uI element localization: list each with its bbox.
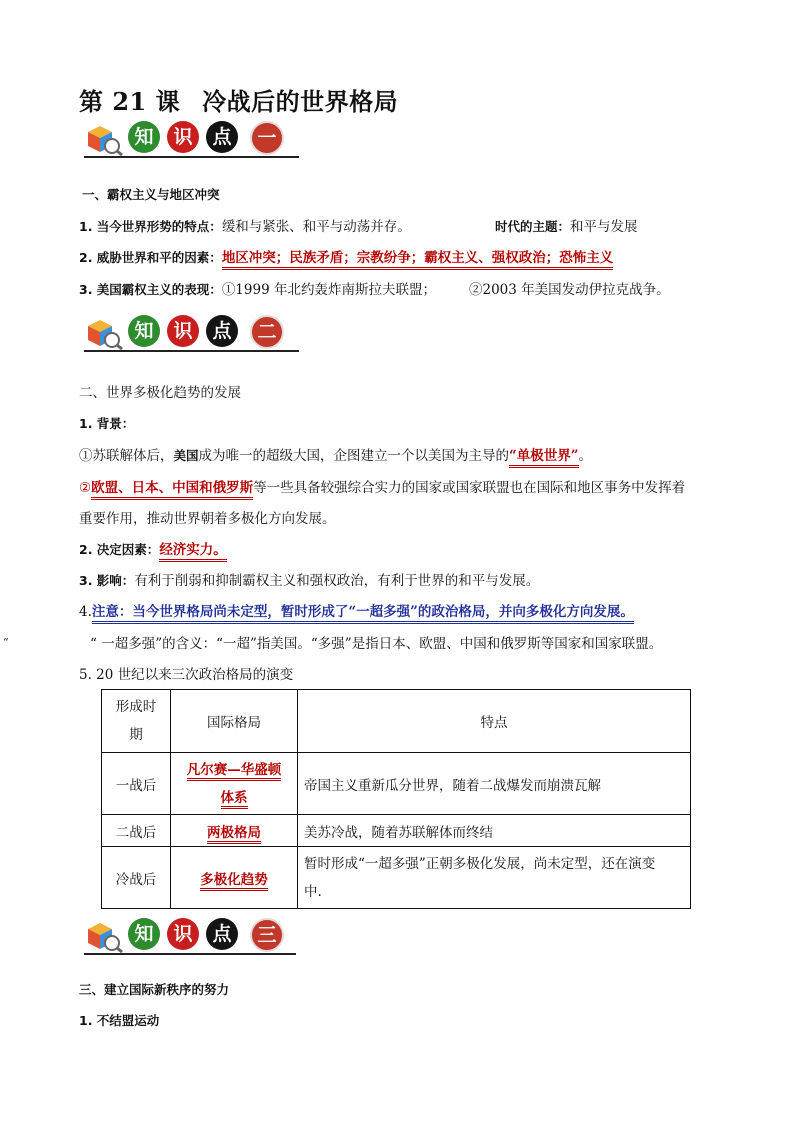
cube-magnifier-icon	[84, 316, 124, 350]
s2-bg1-mid: 成为唯一的超级大国，企图建立一个以美国为主导的	[198, 448, 510, 464]
s2-bg-1	[79, 447, 592, 465]
row-period: 冷战后	[102, 847, 171, 909]
s1-l3-label: 3. 美国霸权主义的表现：	[79, 282, 222, 297]
dian-badge: 点	[206, 918, 238, 950]
lesson-topic: 冷战后的世界格局	[202, 87, 399, 116]
cube-magnifier-icon	[84, 122, 124, 156]
header-period	[102, 690, 171, 753]
s1-l3-text: ①1999 年北约轰炸南斯拉夫联盟；	[221, 282, 436, 298]
row-feature: 帝国主义重新瓜分世界，随着二战爆发而崩溃瓦解	[298, 753, 691, 815]
zhi-badge: 知	[128, 315, 160, 347]
shi-badge: 识	[167, 121, 199, 153]
row-feature	[298, 847, 691, 909]
section-1-heading: 一、霸权主义与地区冲突	[82, 187, 220, 202]
s1-l2-label: 2. 威胁世界和平的因素：	[79, 250, 222, 265]
shi-badge: 识	[167, 315, 199, 347]
political-pattern-table	[101, 689, 691, 909]
s1-line-3b: ②2003 年美国发动伊拉克战争。	[469, 282, 670, 298]
s2-bg-2-cont: 重要作用，推动世界朝着多极化方向发展。	[79, 511, 336, 527]
number-badge: 一	[250, 121, 284, 155]
row-pattern-l2: 体系	[221, 790, 248, 809]
header-period-l1: 形成时	[115, 699, 157, 715]
s2-point-5: 5. 20 世纪以来三次政治格局的演变	[79, 667, 294, 683]
s2-f2-answer: 经济实力。	[159, 542, 227, 562]
s2-note: “ 一超多强”的含义：“一超”指美国。“多强”是指日本、欧盟、中国和俄罗斯等国家和国家联盟。	[90, 636, 663, 652]
s2-f3-text: 有利于削弱和抑制霸权主义和强权政治，有利于世界的和平与发展。	[134, 573, 540, 589]
row-pattern	[171, 753, 298, 815]
s2-note-4	[79, 603, 634, 621]
margin-mark: “	[3, 636, 9, 649]
s1-l1-text: 缓和与紧张、和平与动荡并存。	[221, 219, 411, 235]
row-pattern	[171, 847, 298, 909]
dian-badge: 点	[206, 121, 238, 153]
cube-magnifier-icon	[84, 919, 124, 953]
s2-factor	[79, 541, 227, 559]
row-pattern-l1: 凡尔赛—华盛顿	[187, 762, 282, 781]
row-pattern	[171, 815, 298, 847]
s2-bg1-us: 美国	[173, 448, 199, 463]
knowledge-point-banner-2	[84, 314, 299, 352]
zhi-badge: 知	[128, 918, 160, 950]
row-feature: 美苏冷战，随着苏联解体而终结	[298, 815, 691, 847]
s1-l2-answer: 地区冲突；民族矛盾；宗教纷争；霸权主义、强权政治；恐怖主义	[222, 250, 614, 270]
section-2-heading: 二、世界多极化趋势的发展	[79, 385, 241, 401]
knowledge-point-banner-3	[84, 917, 296, 955]
s1-line-2	[79, 249, 613, 267]
row-feature-l1: 暂时形成“一超多强”正朝多极化发展，尚未定型，还在演变	[304, 855, 656, 872]
header-pattern: 国际格局	[171, 690, 298, 753]
s1-line-1	[79, 218, 411, 236]
s2-bg1-answer: “单极世界”	[509, 448, 579, 468]
table-row	[102, 847, 691, 909]
section-3-heading: 三、建立国际新秩序的努力	[79, 982, 230, 997]
header-feature: 特点	[298, 690, 691, 753]
s2-bg2-num: ②	[79, 480, 92, 496]
number-badge: 三	[250, 918, 284, 952]
s1-l1-text2: 和平与发展	[570, 219, 638, 235]
row-pattern-l1: 两极格局	[207, 825, 261, 844]
page-title	[79, 82, 398, 117]
s2-impact	[79, 572, 539, 590]
s2-background-label: 1. 背景：	[79, 416, 135, 431]
dian-badge: 点	[206, 315, 238, 347]
zhi-badge: 知	[128, 121, 160, 153]
table-header-row	[102, 690, 691, 753]
knowledge-point-banner-1	[84, 120, 299, 158]
row-pattern-l1: 多极化趋势	[200, 872, 268, 891]
row-period: 一战后	[102, 753, 171, 815]
s2-f4-text: 注意：当今世界格局尚未定型，暂时形成了“一超多强”的政治格局，并向多极化方向发展。	[92, 604, 634, 624]
s2-bg2-answer: 欧盟、日本、中国和俄罗斯	[91, 480, 253, 500]
s2-bg-2	[79, 479, 685, 497]
s2-bg1-end: 。	[578, 448, 593, 464]
row-feature-l2: 中.	[304, 883, 322, 900]
row-period: 二战后	[102, 815, 171, 847]
s2-f3-label: 3. 影响：	[79, 573, 135, 588]
lesson-number: 第 21 课	[79, 87, 181, 116]
s1-line-3	[79, 281, 436, 299]
s3-point-1: 1. 不结盟运动	[79, 1013, 160, 1028]
s2-bg2-rest: 等一些具备较强综合实力的国家或国家联盟也在国际和地区事务中发挥着	[253, 480, 686, 496]
s2-bg1-pre: ①苏联解体后，	[79, 448, 174, 464]
banner-underline	[84, 953, 296, 955]
table-row	[102, 753, 691, 815]
s2-f4-num: 4.	[79, 604, 92, 620]
number-badge: 二	[250, 315, 284, 349]
shi-badge: 识	[167, 918, 199, 950]
table-row	[102, 815, 691, 847]
s1-l1-label2: 时代的主题：	[495, 219, 571, 234]
header-period-l2: 期	[129, 727, 143, 743]
s1-l1-label: 1. 当今世界形势的特点：	[79, 219, 222, 234]
banner-underline	[84, 350, 299, 352]
s2-f2-label: 2. 决定因素：	[79, 542, 160, 557]
s1-line-1b	[495, 218, 638, 236]
banner-underline	[84, 156, 299, 158]
